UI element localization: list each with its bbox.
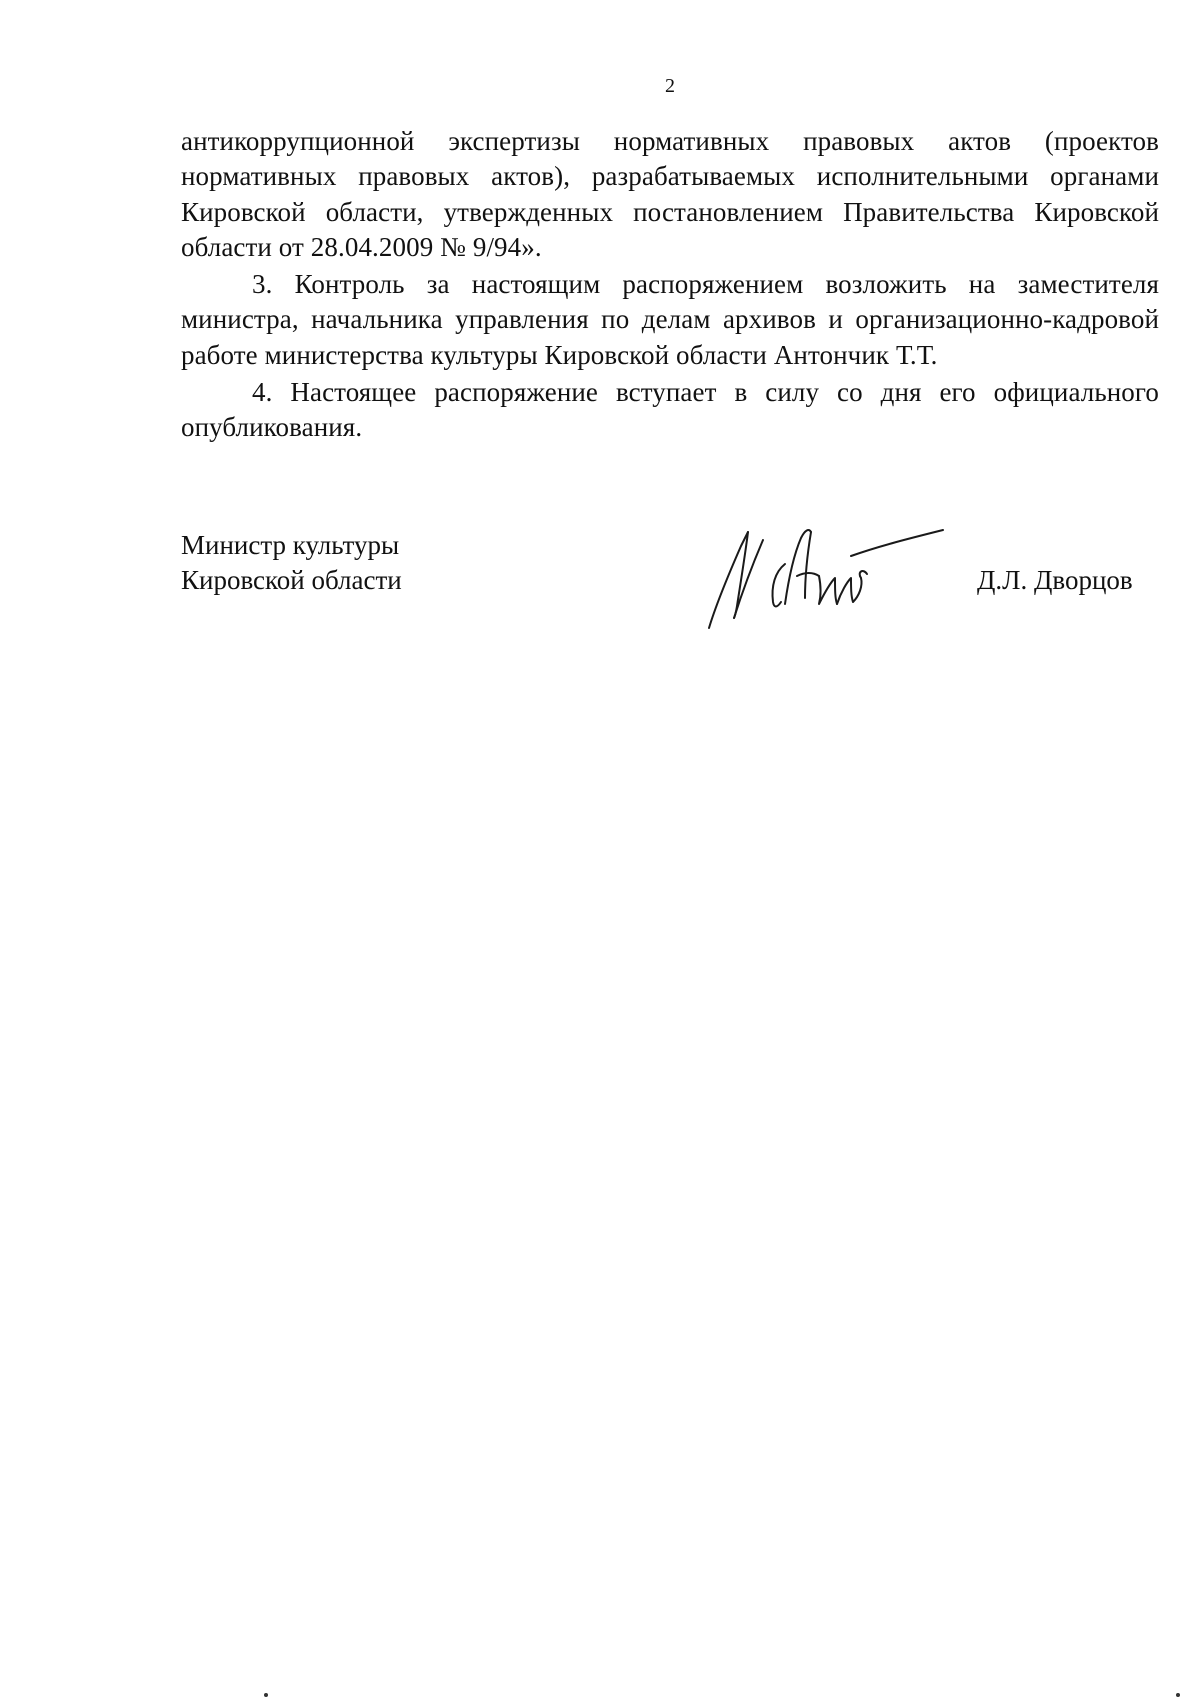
scan-artifact-left <box>264 1693 268 1697</box>
signer-position <box>181 528 402 598</box>
paragraph-item-3: 3. Контроль за настоящим распоряжением возложить на заместителя министра, начальника управления по делам архивов и организационно-кадровой работе министерства культуры Кировской области Антончик Т.Т. <box>181 269 1159 370</box>
paragraph-continuation: антикоррупционной экспертизы нормативных правовых актов (проектов нормативных правовых актов), разрабатываемых исполнительными органами Кировской области, утвержденных постановлением Правительства Кировской области от 28.04.2009 № 9/94». <box>181 126 1159 262</box>
document-body <box>181 124 1159 446</box>
signer-name: Д.Л. Дворцов <box>977 565 1133 595</box>
page-number: 2 <box>665 75 675 97</box>
paragraph-item-4: 4. Настоящее распоряжение вступает в силу со дня его официального опубликования. <box>181 377 1159 443</box>
signature-block <box>181 528 1161 638</box>
signer-position-line2: Кировской области <box>181 565 402 595</box>
handwritten-signature <box>701 516 951 636</box>
scan-artifact-right <box>1176 1693 1180 1697</box>
signer-position-line1: Министр культуры <box>181 530 400 560</box>
